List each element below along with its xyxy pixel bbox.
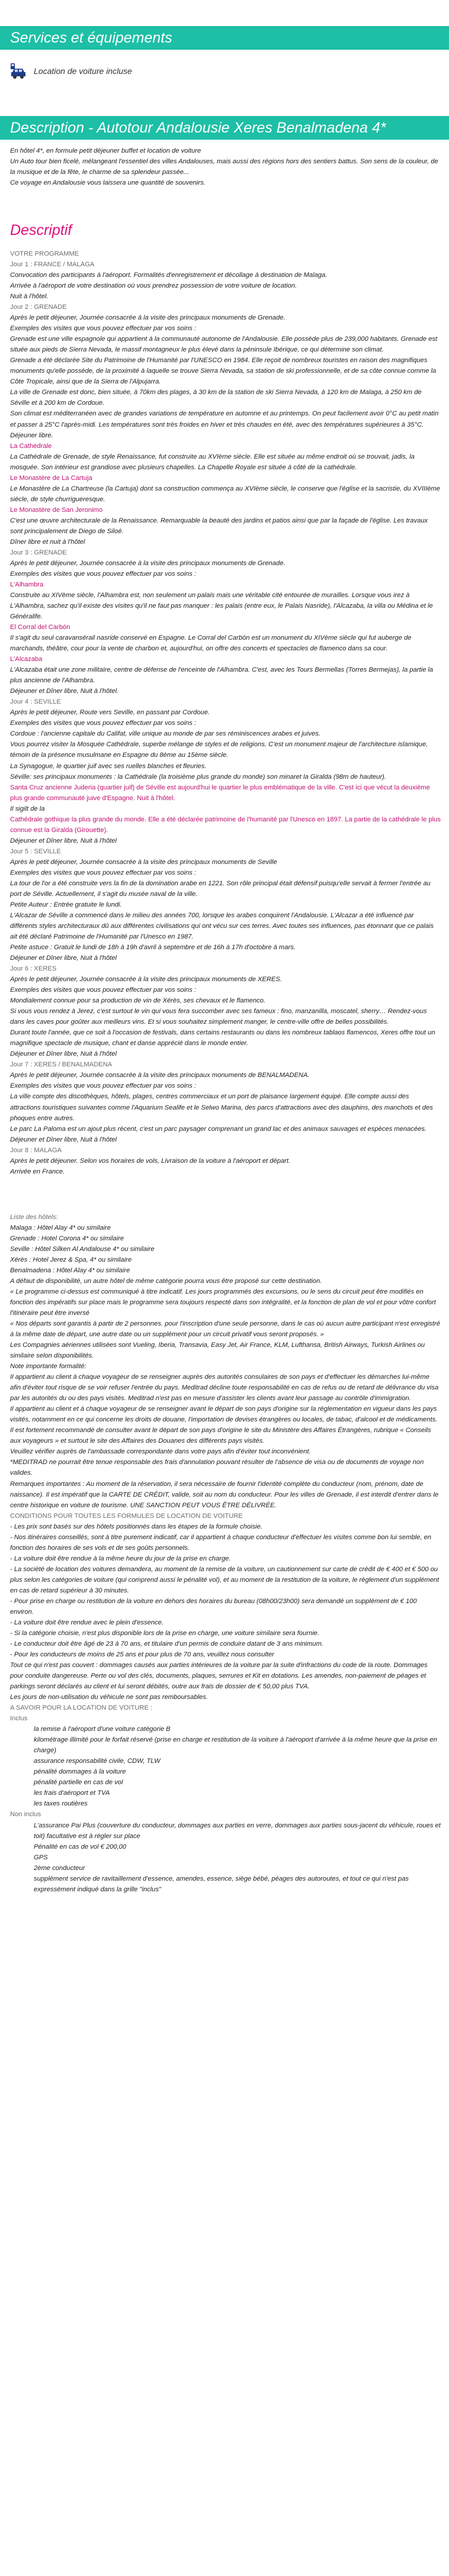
info-line: Il appartient au client et à chaque voyageur de se renseigner avant le départ de son pays d'origine sur la réglementation en vigueur dans les pays visités, notamment en ce qui concerne les droits de douane, l'importation de devises étrangères ou locales, de tabac, d'alcool et de médicaments. Il est fortement recommandé de consulter avant le départ de son pays d'origine le site du Ministère des Affaires Étrangères, rubrique « Conseils aux voyageurs » et surtout le site des Affaires des Douanes des différents pays visités. xyxy=(10,1405,438,1445)
info-line: A défaut de disponibilité, un autre hôtel de même catégorie pourra vous être proposé sur cette destination. xyxy=(10,1277,322,1285)
program-line: Arrivée à l'aéroport de votre destination où vous prendrez possession de votre voiture de location. xyxy=(10,282,297,290)
program-line: Après le petit déjeuner, Journée consacrée à la visite des principaux monuments de BENALMADENA. xyxy=(10,1072,310,1079)
info-line: Pénalité en cas de vol € 200,00 xyxy=(34,1843,127,1850)
program-line: Déjeuner et Dîner libre, Nuit à l'hôtel xyxy=(10,1136,117,1143)
program-line: Son climat est méditerranéen avec de grandes variations de température en automne et au printemps. On peut facilement avoir 0°C au petit matin et passer à 25°C l'après-midi. Les températures sont très froides en hiver et très chaudes en été, avec des températures supérieures à 35°C. Déjeuner libre. xyxy=(10,410,439,439)
program-line: Le Monastère de La Cartuja xyxy=(10,474,92,482)
info-line: kilométrage illimité pour le forfait réservé (prise en charge et restitution de la voiture à l'aéroport d'arrivée à la même heure que la prise en charge) xyxy=(34,1736,437,1755)
info-line: Inclus xyxy=(10,1715,28,1723)
program-line: Cathédrale gothique la plus grande du monde. Elle a été déclarée patrimoine de l'humanité par l'Unesco en 1897. La partie de la cathédrale le plus connue est la Giralda (Girouette). xyxy=(10,815,441,834)
program-line: La ville de Grenade est donc, bien située, à 70km des plages, à 30 km de la station de ski Sierra Nevada, à 120 km de Malaga, à 250 km de Séville et à 200 km de Cordoue. xyxy=(10,389,422,407)
program-line: Exemples des visites que vous pouvez effectuer par vos soins : xyxy=(10,1082,197,1090)
info-line: « Nos départs sont garantis à partir de 2 personnes. pour l'inscription d'une seule personne, dans le cas où aucun autre participant n'est enregistré à la même date de départ, une autre date ou un supplément pour un circuit privatif vous seront proposés. » xyxy=(10,1320,440,1339)
program-line: Exemples des visites que vous pouvez effectuer par vos soins : xyxy=(10,986,197,994)
program-line: Vous pourrez visiter la Mosquée Cathédrale, superbe mélange de styles et de religions. C'est un monument majeur de l'architecture islamique, témoin de la présence musulmane en Espagne du 8ème au 15ème siècle. xyxy=(10,741,428,759)
program-line: C'est une œuvre architecturale de la Renaissance. Remarquable la beauté des jardins et patios ainsi que par la façade de l'église. Les travaux sont principalement de Diego de Siloé. xyxy=(10,517,428,535)
program-line: Après le petit déjeuner, Route vers Seville, en passant par Cordoue. xyxy=(10,709,210,717)
info-line: pénalité dommages à la voiture xyxy=(34,1768,126,1776)
info-line: Xérès : Hotel Jerez & Spa, 4* ou similaire xyxy=(10,1256,132,1263)
program-line: Jour 8 : MALAGA xyxy=(10,1146,62,1154)
amenity-car-rental xyxy=(10,62,132,80)
info-line: - La voiture doit être rendue à la même heure du jour de la prise en charge. xyxy=(10,1555,231,1562)
program-line: Jour 2 : GRENADE xyxy=(10,304,67,311)
info-line: Les Compagnies aériennes utilisées sont Vueling, Iberia, Transavia, Easy Jet, Air France, KLM, Lufthansa, British Airways, Turkish Airlines ou similaire selon disponibilités. xyxy=(10,1342,425,1360)
program-line: La tour de l'or a été construite vers la fin de la domination arabe en 1221. Son rôle principal était défensif puisqu'elle servait à fermer l'entrée au port de Séville. Actuellement, il s'agit du musée naval de la ville. xyxy=(10,879,431,898)
program-line: Après le petit déjeuner, Journée consacrée à la visite des principaux monuments de XERES. xyxy=(10,976,282,984)
program-line: Séville: ses principaux monuments : la Cathédrale (la troisième plus grande du monde) son minaret la Giralda (98m de hauteur). xyxy=(10,773,386,781)
program-line: Construite au XIVème siècle, l'Alhambra est, non seulement un palais mais une véritable cité entourée de murailles. Lorsque vous irez à L'Alhambra, sachez qu'il existe des visites qu'il ne faut pas manquer : les palais (entre eux, le Palais Nasride), l'Alcazaba, la villa ou Médina et le Généralife. xyxy=(10,592,433,621)
program-line: L'Alcazaba xyxy=(10,656,43,663)
info-line: - Si la catégorie choisie, n'est plus disponible lors de la prise en charge, une voiture similaire sera fournie. xyxy=(10,1629,320,1637)
info-line: Seville : Hôtel Silken Al Andalouse 4* ou similaire xyxy=(10,1245,155,1253)
info-line: assurance responsabilité civile, CDW, TLW xyxy=(34,1758,161,1765)
intro-line: Un Auto tour bien ficelé, mélangeant l'essentiel des villes Andalouses, mais aussi des régions hors des sentiers battus. Son sens de la couleur, de la musique et de la fête, le charme de sa splendeur passée... xyxy=(10,158,438,176)
intro-text xyxy=(10,146,440,188)
intro-line: En hôtel 4*, en formule petit déjeuner buffet et location de voiture xyxy=(10,147,201,154)
program-line: L'Alhambra xyxy=(10,581,44,588)
info-line: supplément service de ravitaillement d'essence, amendes, essence, siège bébé, péages des autoroutes, et tout ce qui n'est pas expressément indiqué dans la grille "inclus" xyxy=(34,1875,409,1893)
program-line: Déjeuner et Dîner libre, Nuit à l'hôtel xyxy=(10,837,117,844)
program-line: La Synagogue, le quartier juif avec ses ruelles blanches et fleuries. xyxy=(10,762,207,770)
info-line: - La société de location des voitures demandera, au moment de la remise de la voiture, un cautionnement sur carte de crédit de € 400 et € 500 ou plus selon les catégories de voiture (qui comprend aussi le pénalité vol), et au moment de la restitution de la voiture, le règlement d'un supplément en cas de retard supérieur à 30 minutes. xyxy=(10,1565,440,1594)
info-line: Note importante formalité: xyxy=(10,1363,86,1371)
program-line: Exemples des visites que vous pouvez effectuer par vos soins : xyxy=(10,720,197,727)
info-line: Tout ce qui n'est pas couvert : dommages causés aux parties intérieures de la voiture par la suite d'infractions du code de la route. Dommages pour conduite dangereuse. Perte ou vol des clés, documents, plaques, serrures et Kit en dotations. Les amendes, non-paiement de péages et parkings seront déclarés au client et lui seront débités, outre aux frais de dossier de € 50,00 plus TVA. xyxy=(10,1662,428,1691)
section-header-description xyxy=(0,116,449,140)
program-line: Exemples des visites que vous pouvez effectuer par vos soins : xyxy=(10,570,197,578)
program-line: Le Monastère de La Chartreuse (la Cartuja) dont sa construction commença au XVIème siècle, le conserve que l'église et la sacristie, du XVIIIème siècle, de style churrigueresque. xyxy=(10,485,440,503)
program-line: La Cathédrale xyxy=(10,442,52,450)
program-line: L'Alcazar de Séville a commencé dans le milieu des années 700, lorsque les arabes conquirent l'Andalousie. L'Alcazar a été influencé par différents styles architecturaux dû aux différentes civilisations qui ont vécu sur ces terres. Avec toutes ses influences, pas étonnant que ce palais ait été déclaré Patrimoine de l'Humanité par l'Unesco en 1987. xyxy=(10,911,434,940)
info-line: les taxes routières xyxy=(34,1800,88,1808)
info-line: CONDITIONS POUR TOUTES LES FORMULES DE LOCATION DE VOITURE xyxy=(10,1512,243,1520)
program-line: Déjeuner et Dîner libre, Nuit à l'hôtel xyxy=(10,955,117,962)
program-line: Mondialement connue pour sa production de vin de Xérès, ses chevaux et le flamenco. xyxy=(10,997,265,1005)
program-content xyxy=(10,249,441,1895)
program-line: Dîner libre et nuit à l'hôtel xyxy=(10,538,85,546)
program-line: Exemples des visites que vous pouvez effectuer par vos soins : xyxy=(10,869,197,876)
program-line: Santa Cruz ancienne Juderia (quartier juif) de Séville est aujourd'hui le quartier le plus emblématique de la ville. C'est ici que vécut la deuxième plus grande communauté juive d'Espagne. Nuit à l'hôtel. xyxy=(10,784,430,802)
info-line: Benalmadena : Hôtel Alay 4* ou similaire xyxy=(10,1266,130,1274)
program-line: Il sigilt de la xyxy=(10,805,45,813)
program-line: Après le petit déjeuner, Journée consacrée à la visite des principaux monuments de Grenade. xyxy=(10,314,286,322)
program-line: Le Monastère de San Jeronimo xyxy=(10,506,103,514)
info-line: pénalité partielle en cas de vol xyxy=(34,1779,123,1787)
info-line: - Pour prise en charge ou restitution de la voiture en dehors des horaires du bureau (08h00/23h00) sera demandé un supplément de € 100 environ. xyxy=(10,1597,417,1616)
program-line: La ville compte des discothèques, hôtels, plages, centres commerciaux et un port de plaisance largement équipé. Elle compte aussi des attractions touristiques suivantes comme l'Aquarium Sealife et le Selwo Marina, des parcs d'attractions avec des dauphins, des manchots et des phoques entre autres. xyxy=(10,1093,433,1122)
program-line: Après le petit déjeuner, Journée consacrée à la visite des principaux monuments de Grenade. xyxy=(10,559,286,567)
program-line: Durant toute l'année, que ce soit à l'occasion de festivals, dans certains restaurants ou dans les nombreux tablaos flamencos, Xeres offre tout un magnifique spectacle de musique, chant et danse apprécié dans le monde entier. xyxy=(10,1029,435,1047)
info-line: les frais d'aéroport et TVA xyxy=(34,1790,110,1797)
hotel-and-conditions-list xyxy=(10,1212,441,1895)
program-line: Convocation des participants à l'aéroport. Formalités d'enregistrement et décollage à destination de Malaga. xyxy=(10,272,328,279)
program-line: Après le petit déjeuner. Selon vos horaires de vols, Livraison de la voiture à l'aéroport et départ. xyxy=(10,1157,291,1165)
info-line: Il appartient au client à chaque voyageur de se renseigner auprès des autorités consulaires de son pays et d'effectuer les démarches lui-même afin d'éviter tout risque de se voir refuser l'entrée du pays. Meditrad décline toute responsabilité en cas de refus ou de retard de délivrance du visa par les autorités du ou des pays visités. Meditrad n'est pas en mesure d'assister les clients avant leur passage au contrôle d'immigration. xyxy=(10,1374,439,1403)
program-line: Jour 1 : FRANCE / MALAGA xyxy=(10,261,95,269)
program-line: Le parc La Paloma est un ajout plus récent, c'est un parc paysager comprenant un grand lac et des animaux sauvages et espèces menacées. xyxy=(10,1125,427,1133)
info-line: - Les prix sont basés sur des hôtels positionnés dans les étapes de la formule choisie. xyxy=(10,1523,262,1530)
info-line: - Pour les conducteurs de moins de 25 ans et pour plus de 70 ans, veuillez nous consulter xyxy=(10,1651,274,1658)
program-line: Déjeuner et Dîner libre, Nuit à l'hôtel. xyxy=(10,688,119,695)
program-line: Il s'agit du seul caravansérail nasride conservé en Espagne. Le Corral del Carbón est un monument du XIVème siècle qui fut auberge de marchands, théâtre, cour pour la vente de charbon et, aujourd'hui, on offre des concerts et spectacles de flamenco dans sa cour. xyxy=(10,634,412,653)
program-line: Après le petit déjeuner, Journée consacrée à la visite des principaux monuments de Seville xyxy=(10,858,277,866)
program-line: El Corral del Carbón xyxy=(10,624,70,631)
intro-line: Ce voyage en Andalousie vous laissera une quantité de souvenirs. xyxy=(10,179,206,187)
car-rental-icon xyxy=(10,62,27,80)
program-line: Exemples des visites que vous pouvez effectuer par vos soins : xyxy=(10,325,197,333)
info-line: - La voiture doit être rendue avec le plein d'essence. xyxy=(10,1619,163,1626)
info-line: 2ème conducteur xyxy=(34,1864,85,1872)
info-line: L'assurance Pai Plus (couverture du conducteur, dommages aux parties en verre, dommages aux parties sous-jacent du véhicule, roues et toit) facultative est à régler sur place xyxy=(34,1821,441,1840)
program-line: Jour 3 : GRENADE xyxy=(10,549,67,556)
info-line: Non inclus xyxy=(10,1811,41,1819)
info-line: Malaga : Hôtel Alay 4* ou similaire xyxy=(10,1224,111,1231)
section-header-services xyxy=(0,26,449,50)
program-line: Jour 7 : XERES / BENALMADENA xyxy=(10,1061,113,1069)
program-line: Petite Auteur : Entrée gratuite le lundi. xyxy=(10,901,122,908)
program-line: Arrivée en France. xyxy=(10,1168,65,1175)
info-line: GPS xyxy=(34,1853,48,1861)
info-line: *MEDITRAD ne pourrait être tenue responsable des frais d'annulation pouvant résulter de l'absence de visa ou de documents de voyage non valides. xyxy=(10,1459,424,1477)
info-line: - Nos itinéraires conseillés, sont à titre purement indicatif, car il appartient à chaque conducteur d'effectuer les visites comme bon lui semble, en fonction des horaires de ses vols et de ses goûts personnels. xyxy=(10,1533,432,1552)
info-line: la remise à l'aéroport d'une voiture catégorie B xyxy=(34,1726,171,1733)
info-line: A SAVOIR POUR LA LOCATION DE VOITURE : xyxy=(10,1704,153,1712)
program-line: Cordoue : l'ancienne capitale du Califat, ville unique au monde de par ses réminiscences arabes et juives. xyxy=(10,730,320,738)
program-line: La Cathédrale de Grenade, de style Renaissance, fut construite au XVIème siècle. Elle est située au même endroit où se trouvait, jadis, la mosquée. Son intérieur est grandiose avec plusieurs chapelles. La Chapelle Royale est située à côté de la cathédrale. xyxy=(10,453,415,471)
program-list xyxy=(10,249,441,1177)
info-line: - Le conducteur doit être âgé de 23 à 70 ans, et titulaire d'un permis de conduire datant de 3 ans minimum. xyxy=(10,1640,323,1648)
program-line: Jour 6 : XERES xyxy=(10,965,57,973)
section-title: Services et équipements xyxy=(10,30,172,46)
descriptif-heading: Descriptif xyxy=(10,222,72,238)
info-line: Veuillez vérifier auprès de l'ambassade correspondante dans votre pays afin d'éviter tout inconvénient. xyxy=(10,1448,311,1456)
info-line: Remarques importantes : Au moment de la réservation, il sera nécessaire de fournir l'identité complète du conducteur (nom, prénom, date de naissance). Il est impératif que la CARTE DE CRÉDIT, valide, soit au nom du conducteur. Pour les villes de Grenade, il est interdit d'entrer dans le centre historique en voiture de tourisme. UNE SANCTION PEUT VOUS ÊTRE DÉLIVRÉE. xyxy=(10,1480,439,1509)
info-line: « Le programme ci-dessus est communiqué à titre indicatif. Les jours programmés des excursions, ou le sens du circuit peut être modifiés en fonction des impératifs sur place mais le programme sera toujours respecté dans son intégralité, et la fonction de plan de vol et pour vôtre confort l'itinéraire peut être inversé xyxy=(10,1288,436,1317)
program-line: Jour 4 : SEVILLE xyxy=(10,698,61,706)
program-line: Grenade a été déclarée Site du Patrimoine de l'Humanité par l'UNESCO en 1984. Elle reçoit de nombreux touristes en raison des magnifiques monuments qu'elle possède, de la proximité à laquelle se trouve Sierra Nevada, sa station de ski professionnelle, et de sa côte connue comme la Côte Tropicale, ainsi que de la Sierra de l'Alpujarra. xyxy=(10,357,437,386)
info-line: Les jours de non-utilisation du véhicule ne sont pas remboursables. xyxy=(10,1694,208,1701)
program-line: Nuit à l'hôtel. xyxy=(10,293,49,301)
amenity-label: Location de voiture incluse xyxy=(34,66,132,76)
program-line: Petite astuce : Gratuit le lundi de 18h à 19h d'avril à septembre et de 16h à 17h d'octobre à mars. xyxy=(10,944,296,952)
section-title: Description - Autotour Andalousie Xeres Benalmadena 4* xyxy=(10,120,386,136)
program-line: Grenade est une ville espagnole qui appartient à la communauté autonome de l'Andalousie. Elle possède plus de 239,000 habitants. Grenade est située aux pieds de Sierra Nevada, le massif montagneux le plus élevé dans la péninsule Ibérique, ce qui détermine son climat. xyxy=(10,336,438,354)
program-line: Si vous vous rendez à Jerez, c'est surtout le vin qui vous fera succomber avec ses fameux : fino, manzanilla, moscatel, sherry… Rendez-vous dans les caves pour goûter aux meilleurs vins. Et si vous souhaitez simplement manger, le centre-ville offre de belles possibilités. xyxy=(10,1008,427,1026)
info-line: Grenade : Hotel Corona 4* ou similaire xyxy=(10,1234,124,1242)
program-line: L'Alcazaba était une zone militaire, centre de défense de l'enceinte de l'Alhambra. C'est, avec les Tours Bermellas (Torres Bermejas), la partie la plus ancienne de l'Alhambra. xyxy=(10,666,434,685)
info-line: Liste des hôtels: xyxy=(10,1213,58,1221)
program-line: VOTRE PROGRAMME xyxy=(10,250,79,257)
program-line: Jour 5 : SEVILLE xyxy=(10,847,61,855)
program-line: Déjeuner et Dîner libre, Nuit à l'hôtel xyxy=(10,1050,117,1058)
